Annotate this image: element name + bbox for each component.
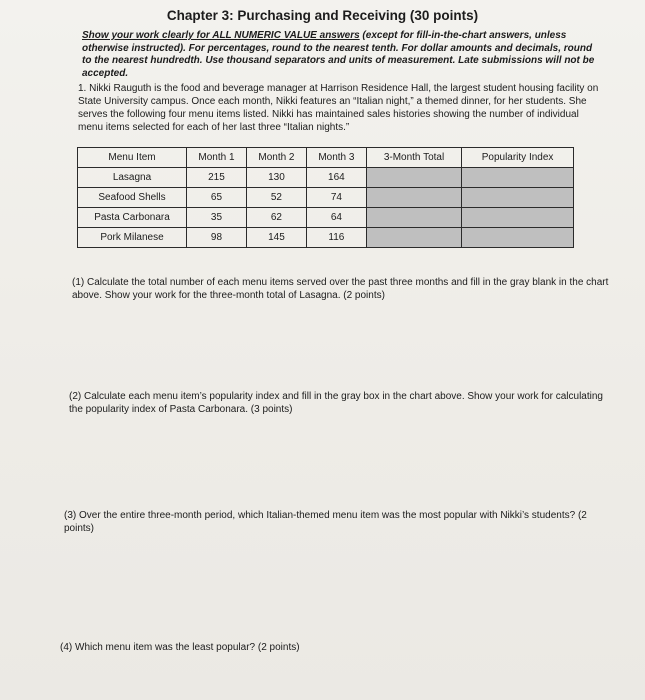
month-2-cell: 62 xyxy=(246,208,306,228)
menu-item-cell: Pasta Carbonara xyxy=(78,208,187,228)
header-month-2: Month 2 xyxy=(246,148,306,168)
month-3-cell: 64 xyxy=(306,208,366,228)
total-blank-cell[interactable] xyxy=(366,208,461,228)
page-title: Chapter 3: Purchasing and Receiving (30 points) xyxy=(166,8,479,23)
total-blank-cell[interactable] xyxy=(366,168,461,188)
index-blank-cell[interactable] xyxy=(462,188,574,208)
month-3-cell: 74 xyxy=(306,188,366,208)
month-2-cell: 145 xyxy=(246,228,306,248)
header-month-1: Month 1 xyxy=(187,148,247,168)
table-row xyxy=(78,168,574,188)
total-blank-cell[interactable] xyxy=(366,228,461,248)
question-1-text: 1. Nikki Rauguth is the food and beverage manager at Harrison Residence Hall, the largest student housing facility on State University campus. Once each month, Nikki features an “Italian night,” a themed dinner, for her students. She serves the following four menu items listed. Nikki has maintained sales histories showing the number of individual menu items selected for each of her last three “Italian nights.” xyxy=(78,83,599,133)
month-1-cell: 215 xyxy=(187,168,247,188)
instructions-lead: Show your work clearly for ALL NUMERIC VALUE answers xyxy=(82,30,360,41)
table-row xyxy=(78,208,574,228)
month-1-cell: 65 xyxy=(187,188,247,208)
menu-item-cell: Pork Milanese xyxy=(78,228,187,248)
month-3-cell: 116 xyxy=(306,228,366,248)
month-1-cell: 35 xyxy=(187,208,247,228)
subquestion-4: (4) Which menu item was the least popular? (2 points) xyxy=(60,642,300,653)
menu-sales-table xyxy=(77,147,574,248)
month-3-cell: 164 xyxy=(306,168,366,188)
header-three-month-total: 3-Month Total xyxy=(366,148,461,168)
index-blank-cell[interactable] xyxy=(462,168,574,188)
subquestion-3: (3) Over the entire three-month period, which Italian-themed menu item was the most popular with Nikki’s students? (2 points) xyxy=(64,510,587,534)
instructions xyxy=(82,30,602,80)
month-1-cell: 98 xyxy=(187,228,247,248)
table-row xyxy=(78,228,574,248)
table-header-row xyxy=(78,148,574,168)
table-row xyxy=(78,188,574,208)
index-blank-cell[interactable] xyxy=(462,228,574,248)
header-popularity-index: Popularity Index xyxy=(462,148,574,168)
header-menu-item: Menu Item xyxy=(78,148,187,168)
instructions-rest: (except for fill-in-the-chart answers, unless otherwise instructed). For percentages, round to the nearest tenth. For dollar amounts and decimals, round to the nearest hundredth. Use thousand separators and units of measurement. Late submissions will not be accepted. xyxy=(82,30,595,79)
index-blank-cell[interactable] xyxy=(462,208,574,228)
total-blank-cell[interactable] xyxy=(366,188,461,208)
menu-item-cell: Seafood Shells xyxy=(78,188,187,208)
header-month-3: Month 3 xyxy=(306,148,366,168)
month-2-cell: 130 xyxy=(246,168,306,188)
subquestion-2: (2) Calculate each menu item’s popularity index and fill in the gray box in the chart above. Show your work for calculating the popularity index of Pasta Carbonara. (3 points) xyxy=(69,391,603,415)
subquestion-1: (1) Calculate the total number of each menu items served over the past three months and fill in the gray blank in the chart above. Show your work for the three-month total of Lasagna. (2 points) xyxy=(72,277,609,301)
menu-item-cell: Lasagna xyxy=(78,168,187,188)
month-2-cell: 52 xyxy=(246,188,306,208)
